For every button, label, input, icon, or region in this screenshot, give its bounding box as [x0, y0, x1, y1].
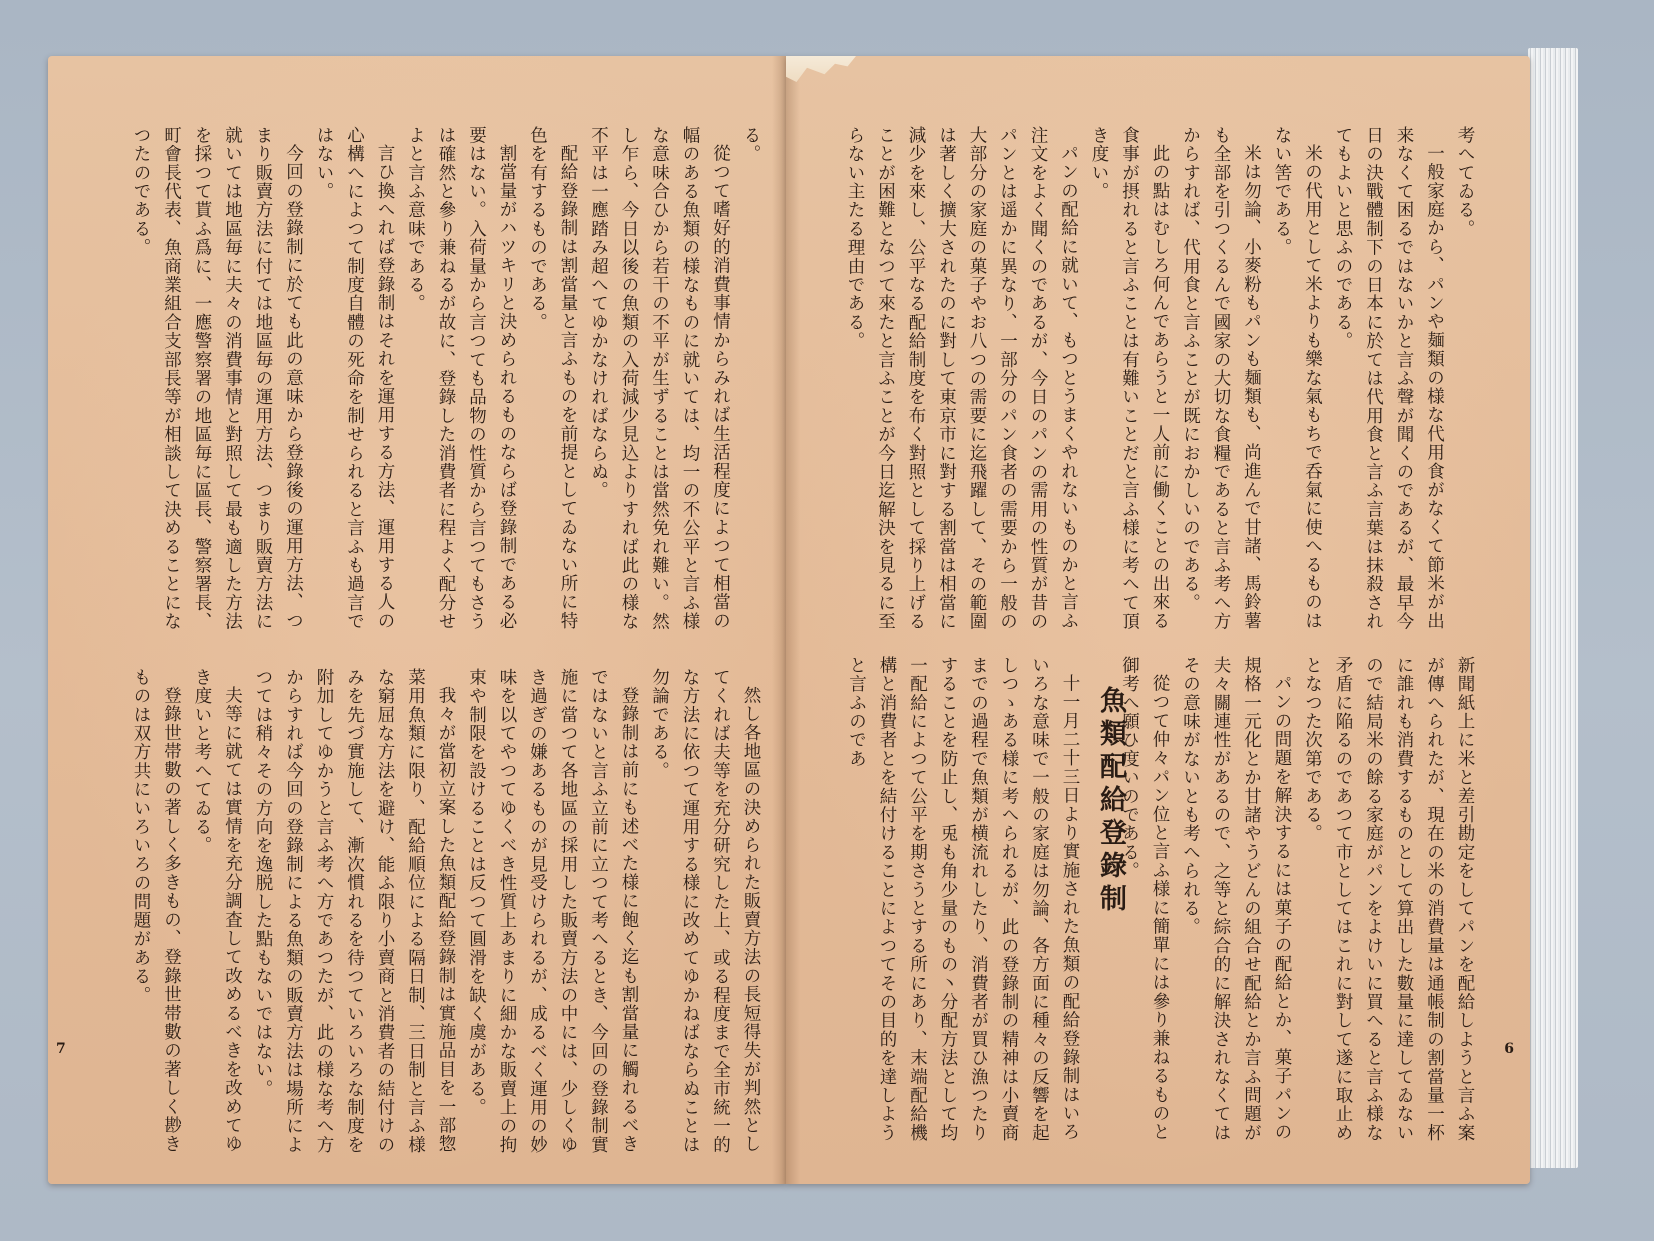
- paragraph: る。: [741, 126, 761, 164]
- page-number: 7: [56, 1041, 66, 1057]
- paragraph: 然し各地區の決められた販賣方法の長短得失が判然としてくれば夫等を充分研究した上、或る程度まで全市統一的な方法に依つて運用する様に改めてゆかねばならぬことは勿論である。: [649, 668, 761, 1155]
- paragraph: 從つて嗜好的消費事情からみれば生活程度によつて相當の幅のある魚類の様なものに就いては、均一の不公平と言ふ様な意味合ひから若干の不平が生ずることは當然免れ難い。然し乍ら、今日以後の魚類の入荷減少見込よりすれば此の様な不平は一應踏み超へてゆかなければならぬ。: [588, 126, 731, 631]
- paragraph: 米の代用として米よりも樂な氣もちで呑氣に使へるものはない筈である。: [1272, 126, 1323, 630]
- paragraph: パンの問題を解決するには菓子の配給とか、菓子パンの規格一元化とか甘諸やうどんの組合せ配給とか言ふ問題が夫々關連性があるので、之等と綜合的に解決されなくてはその意味がないとも考へられる。: [1180, 656, 1292, 1143]
- paragraph: 配給登錄制は割當量と言ふものを前提としてゐない所に特色を有するものである。: [527, 126, 578, 630]
- left-page: [48, 56, 786, 1184]
- page-number: 6: [1504, 1041, 1514, 1057]
- paragraph: 登錄制は前にも述べた様に飽く迄も割當量に觸れるべきではないと言ふ立前に立つて考へるとき、今回の登錄制實施に當つて各地區の採用した販賣方法の中には、少しくゆき過ぎの嫌あるものが見受けられるが、成るべく運用の妙味を以てやつてゆくべき性質上あまりに細かな販賣上の拘束や制限を設けることは反つて圓滑を缺く虞がある。: [466, 668, 639, 1155]
- paragraph: 登錄世帯數の著しく多きもの、登錄世帯數の著しく尠きものは双方共にいろいろの問題がある。: [131, 668, 182, 1153]
- right-heading-text: [815, 656, 1085, 1156]
- paragraph: 十一月二十三日より實施された魚類の配給登錄制はいろいろな意味で一般の家庭は勿論、各方面に種々の反響を起しつゝある様に考へられるが、此の登錄制の精神は小賣商までの過程で魚類が横流れしたり、消費者が買ひ漁つたりすることを防止し、兎も角少量のもの丶分配方法として均一配給によつて公平を期さうとする所にあり、末端配給機構と消費者とを結付けることによつてその目的を達しようと言ふのであ: [846, 656, 1080, 1143]
- paragraph: 新聞紙上に米と差引勘定をしてパンを配給しようと言ふ案が傳へられたが、現在の米の消費量は通帳制の割當量一杯に誰れも消費するものとして算出した數量に達してゐないので結局米の餘る家庭がパンをよけいに買へると言ふ様な矛盾に陥るのであつて市としてはこれに對して遂に取止めとなつた次第である。: [1302, 656, 1475, 1143]
- paragraph: 此の點はむしろ何んであらうと一人前に働くことの出來る食事が摂れると言ふことは有難いことだと言ふ様に考へて頂き度い。: [1089, 126, 1170, 631]
- paragraph: 米は勿論、小麥粉もパンも麺類も、尚進んで甘諸、馬鈴薯も全部を引つくるんで國家の大切な食糧であると言ふ考へ方からすれば、代用食と言ふことが既におかしいのである。: [1180, 126, 1262, 631]
- right-page: [786, 56, 1530, 1184]
- paragraph: 從つて仲々パン位と言ふ様に簡單には參り兼ねるものと御考へ願ひ度いのである。: [1119, 656, 1170, 1141]
- left-upper-text: [86, 126, 766, 641]
- paragraph: 今回の登錄制に於ても此の意味から登錄後の運用方法、つまり販賣方法に付ては地區毎の運用方法、つまり販賣方法に就いては地區毎に夫々の消費事情と對照して最も適した方法を採つて貰ふ爲に、一應警察署の地區毎に區長、警察署長、町會長代表、魚商業組合支部長等が相談して決めることになつたのである。: [131, 126, 304, 631]
- paragraph: 夫等に就ては實情を充分調査して改めるべきを改めてゆき度いと考へてゐる。: [192, 668, 243, 1153]
- right-upper-text: [810, 126, 1480, 646]
- paragraph: 考へてゐる。: [1455, 126, 1475, 239]
- paragraph: 一般家庭から、パンや麺類の様な代用食がなくて節米が出来なくて困るではないかと言ふ聲が聞くのであるが、最早今日の決戰體制下の日本に於ては代用食と言ふ言葉は抹殺されてもよいと思ふのである。: [1333, 126, 1445, 631]
- paragraph: パンの配給に就いて、もつとうまくやれないものかと言ふ注文をよく聞くのであるが、今日のパンの需用の性質が昔のパンとは遥かに異なり、一部分のパン食者の需要から一般の大部分の家庭の菓子やお八つの需要に迄飛躍して、その範圍は著しく擴大されたのに對して東京市に對する割當は相當に減少を來し、公平なる配給制度を布く對照として採り上げることが困難となつて來たと言ふことが今日迄解決を見るに至らない主たる理由である。: [845, 126, 1079, 631]
- page-stack-edge: [1528, 48, 1578, 1168]
- paragraph: 我々が當初立案した魚類配給登錄制は實施品目を一部惣菜用魚類に限り、配給順位による隔日制、三日制と言ふ様な窮屈な方法を避け、能ふ限り小賣商と消費者の結付けのみを先づ實施して、漸次慣れるを待つていろいろな制度を附加してゆかうと言ふ考へ方であつたが、此の様な考へ方からすれば今回の登錄制による魚類の販賣方法は場所によつては稍々その方向を逸脱した點もないではない。: [253, 668, 456, 1155]
- right-lower-text: [1119, 656, 1480, 1156]
- paragraph: 言ひ換へれば登錄制はそれを運用する方法、運用する人の心構へによつて制度自體の死命を制せられると言ふも過言ではない。: [314, 126, 395, 631]
- left-lower-text: [86, 668, 766, 1168]
- paragraph: 割當量がハツキリと決められるものならば登錄制である必要はない。入荷量から言つても品物の性質から言つてもさうは確然と參り兼ねるが故に、登錄した消費者に程よく配分せよと言ふ意味である。: [405, 126, 517, 631]
- book-gutter: [772, 56, 800, 1184]
- section-heading: 魚類配給登錄制: [1095, 686, 1126, 917]
